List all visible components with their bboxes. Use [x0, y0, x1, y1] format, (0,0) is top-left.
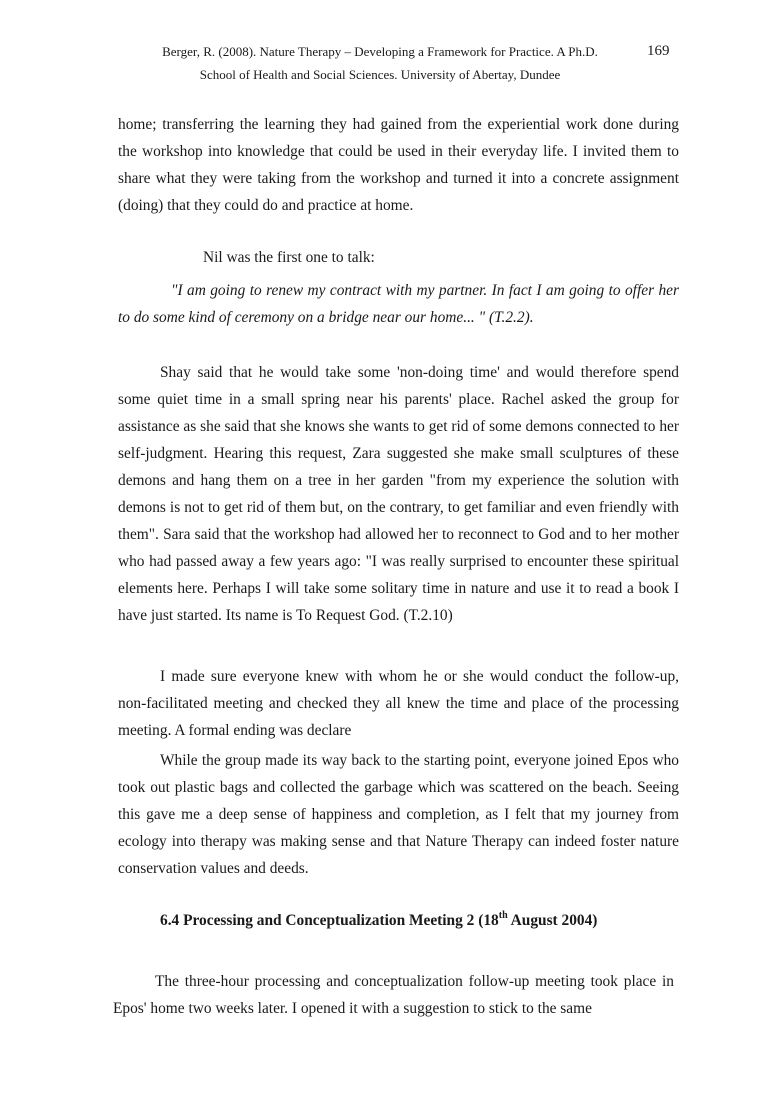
- header-institution-line: School of Health and Social Sciences. University of Abertay, Dundee: [199, 67, 561, 82]
- section-heading: 6.4 Processing and Conceptualization Meeting 2 (18th August 2004): [160, 910, 598, 929]
- paragraph-closing: [118, 747, 679, 882]
- paragraph-assignment: [118, 111, 679, 219]
- paragraph-text: While the group made its way back to the starting point, everyone joined Epos who took out plastic bags and collected the garbage which was scattered on the beach. Seeing this gave me a deep sense of happiness and completion, as I felt that my journey from ecology into therapy was making sense and that Nature Therapy can indeed foster nature conservation values and deeds.: [118, 752, 679, 877]
- paragraph-text: I made sure everyone knew with whom he or she would conduct the follow-up, non-facilitated meeting and checked they all knew the time and place of the processing meeting. A formal ending was declare: [118, 668, 679, 739]
- paragraph-text: The three-hour processing and conceptualization follow-up meeting took place in Epos' home two weeks later. I opened it with a suggestion to stick to the same: [113, 973, 674, 1017]
- header-citation-line: Berger, R. (2008). Nature Therapy – Developing a Framework for Practice. A Ph.D.: [162, 44, 598, 59]
- paragraph-text: Shay said that he would take some 'non-doing time' and would therefore spend some quiet time in a small spring near his parents' place. Rachel asked the group for assistance as she said that she knows she wants to get rid of some demons connected to her self-judgment. Hearing this request, Zara suggested she make small sculptures of these demons and hang them on a tree in her garden "from my experience the solution with demons is not to get rid of them but, on the contrary, to get familiar and even friendly with them". Sara said that the workshop had allowed her to reconnect to God and to her mother who had passed away a few years ago: "I was really surprised to encounter these spiritual elements here. Perhaps I will take some solitary time in nature and use it to read a book I have just started. Its name is To Request God. (T.2.10): [118, 364, 679, 624]
- quote-intro: Nil was the first one to talk:: [203, 249, 375, 266]
- running-header: [0, 40, 760, 86]
- paragraph-text: home; transferring the learning they had gained from the experiential work done during the workshop into knowledge that could be used in their everyday life. I invited them to share what they were taking from the workshop and turned it into a concrete assignment (doing) that they could do and practice at home.: [118, 116, 679, 214]
- quote-block: [118, 277, 679, 331]
- paragraph-participants: [118, 359, 679, 629]
- paragraph-follow-up: [118, 663, 679, 744]
- paragraph-meeting: [113, 968, 674, 1022]
- quote-text: "I am going to renew my contract with my partner. In fact I am going to offer her to do some kind of ceremony on a bridge near our home... ": [118, 282, 679, 326]
- page-number: 169: [647, 43, 670, 59]
- quote-citation: (T.2.2).: [485, 309, 534, 326]
